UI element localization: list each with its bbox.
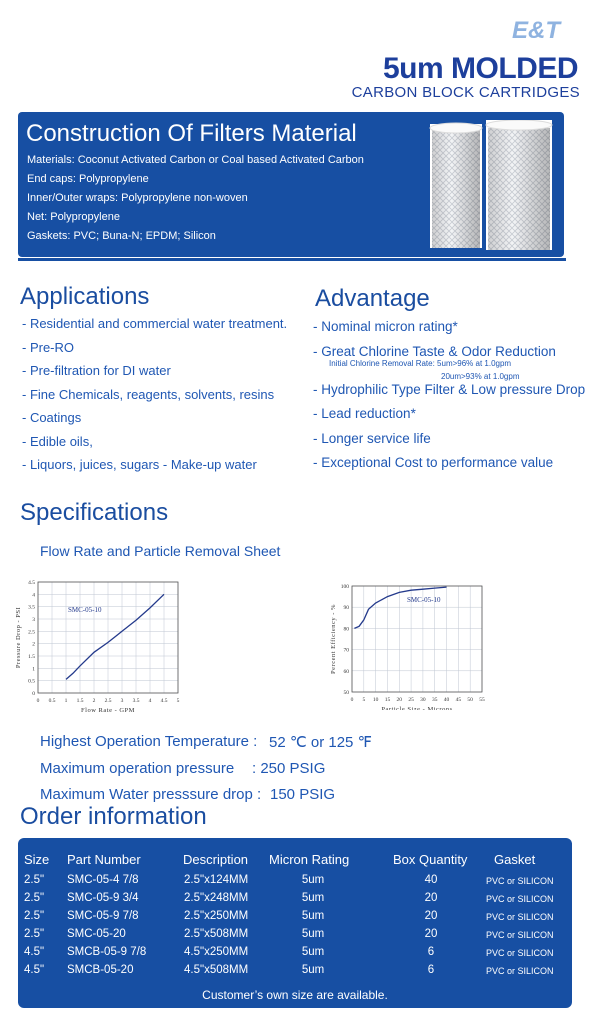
x-tick-label: 20	[396, 697, 403, 703]
y-tick-label: 90	[343, 605, 349, 612]
table-cell: PVC or SILICON	[486, 930, 554, 940]
product-title: 5um MOLDED	[382, 52, 578, 85]
x-tick-label: 0	[36, 698, 40, 704]
table-cell: 6	[427, 964, 435, 976]
sheet-title: Flow Rate and Particle Removal Sheet	[40, 543, 281, 559]
column-header: Box Quantity	[393, 852, 468, 867]
construction-title: Construction Of Filters Material	[26, 120, 357, 147]
series-label: SMC-05-10	[407, 596, 441, 604]
x-tick-label: 1.5	[76, 698, 84, 704]
table-cell: 4.5"	[24, 946, 45, 958]
table-cell: PVC or SILICON	[486, 912, 554, 922]
pressure-label: Maximum operation pressure	[40, 760, 235, 777]
table-cell: 20	[424, 928, 438, 940]
construction-item: End caps: Polypropylene	[27, 173, 149, 185]
x-tick-label: 15	[384, 697, 391, 703]
list-item: - Pre-filtration for DI water	[22, 363, 171, 378]
list-item: - Liquors, juices, sugars - Make-up water	[22, 457, 257, 472]
x-axis-label: Flow Rate - GPM	[81, 707, 135, 714]
construction-panel	[18, 112, 564, 257]
specifications-title: Specifications	[20, 499, 169, 526]
y-tick-label: 3	[32, 617, 35, 623]
x-tick-label: 55	[479, 697, 485, 703]
table-cell: PVC or SILICON	[486, 948, 554, 958]
list-item: - Residential and commercial water treatment.	[22, 316, 288, 331]
table-cell: 5um	[301, 874, 325, 886]
chlorine-note: 20um>93% at 1.0gpm	[441, 372, 520, 381]
applications-title: Applications	[20, 283, 150, 310]
y-tick-label: 4.5	[28, 580, 35, 586]
x-tick-label: 5	[176, 698, 180, 704]
column-header: Size	[24, 852, 50, 867]
order-note: Customer’s own size are available.	[202, 988, 388, 1002]
cartridge-image	[410, 120, 560, 250]
x-tick-label: 5	[362, 697, 366, 703]
table-cell: SMC-05-9 7/8	[67, 910, 139, 922]
y-tick-label: 100	[340, 584, 349, 590]
list-item: - Edible oils,	[22, 434, 93, 449]
table-cell: 40	[424, 874, 438, 886]
table-cell: 2.5"	[24, 874, 45, 886]
x-tick-label: 35	[431, 697, 438, 703]
table-cell: 2.5"x250MM	[184, 910, 249, 922]
x-tick-label: 1	[64, 698, 68, 704]
chlorine-note: Initial Chlorine Removal Rate: 5um>96% at 1.0gpm	[329, 359, 512, 368]
y-tick-label: 2	[32, 641, 35, 648]
drop-value: 150 PSIG	[270, 786, 336, 803]
divider	[18, 258, 566, 261]
y-axis-label: Pressure Drop - PSI	[15, 606, 22, 669]
table-cell: SMC-05-20	[67, 928, 126, 940]
series-label: SMC-05-10	[68, 606, 102, 614]
table-cell: 6	[427, 946, 435, 958]
table-cell: 5um	[301, 910, 325, 922]
table-cell: SMCB-05-20	[67, 964, 134, 976]
table-cell: 5um	[301, 946, 325, 958]
table-cell: 2.5"x508MM	[184, 928, 249, 940]
list-item: - Coatings	[22, 410, 82, 425]
table-cell: 5um	[301, 928, 325, 940]
x-tick-label: 50	[467, 697, 473, 703]
drop-label: Maximum Water presssure drop :	[40, 786, 262, 803]
column-header: Part Number	[67, 852, 141, 867]
pressure-value: : 250 PSIG	[252, 760, 326, 777]
list-item: - Great Chlorine Taste & Odor Reduction	[313, 344, 556, 359]
table-cell: 2.5"	[24, 910, 45, 922]
x-tick-label: 2.5	[104, 698, 112, 704]
table-cell: 5um	[301, 892, 325, 904]
list-item: - Pre-RO	[22, 340, 74, 355]
list-item: - Exceptional Cost to performance value	[313, 455, 554, 470]
table-cell: SMCB-05-9 7/8	[67, 946, 147, 958]
x-tick-label: 4.5	[160, 698, 168, 704]
x-tick-label: 4	[148, 698, 152, 704]
x-tick-label: 3	[120, 698, 124, 704]
y-tick-label: 4	[32, 592, 35, 599]
table-cell: SMC-05-4 7/8	[67, 874, 139, 886]
x-tick-label: 0	[350, 697, 354, 703]
list-item: - Hydrophilic Type Filter & Low pressure Drop	[313, 382, 586, 397]
table-cell: 4.5"	[24, 964, 45, 976]
table-cell: 2.5"x124MM	[184, 874, 249, 886]
construction-item: Gaskets: PVC; Buna-N; EPDM; Silicon	[27, 230, 216, 242]
x-tick-label: 45	[455, 697, 462, 703]
table-cell: 4.5"x250MM	[184, 946, 249, 958]
y-axis-label: Percent Efficiency - %	[330, 604, 337, 674]
x-tick-label: 0.5	[48, 698, 56, 704]
y-tick-label: 2.5	[28, 629, 35, 636]
list-item: - Nominal micron rating*	[313, 319, 458, 334]
series-line	[354, 587, 446, 628]
y-tick-label: 1	[32, 666, 35, 673]
table-cell: 20	[424, 892, 438, 904]
x-tick-label: 40	[443, 697, 450, 703]
temp-label: Highest Operation Temperature :	[40, 733, 258, 750]
y-tick-label: 60	[343, 668, 349, 675]
column-header: Description	[183, 852, 249, 867]
table-cell: SMC-05-9 3/4	[67, 892, 139, 904]
product-subtitle: CARBON BLOCK CARTRIDGES	[351, 84, 580, 101]
x-tick-label: 3.5	[132, 698, 140, 704]
y-tick-label: 70	[343, 647, 349, 654]
column-header: Gasket	[494, 852, 536, 867]
efficiency-chart	[325, 580, 505, 710]
brand-logo	[510, 14, 566, 44]
construction-item: Inner/Outer wraps: Polypropylene non-woven	[27, 192, 248, 204]
temp-value: 52 ℃ or 125 ℉	[269, 734, 372, 751]
table-cell: PVC or SILICON	[486, 876, 554, 886]
table-cell: PVC or SILICON	[486, 966, 554, 976]
svg-text:E&T: E&T	[512, 17, 560, 44]
construction-item: Materials: Coconut Activated Carbon or Coal based Activated Carbon	[27, 154, 364, 166]
list-item: - Longer service life	[313, 431, 431, 446]
x-tick-label: 30	[420, 697, 426, 703]
construction-item: Net: Polypropylene	[27, 211, 120, 223]
advantage-title: Advantage	[315, 285, 430, 312]
list-item: - Fine Chemicals, reagents, solvents, resins	[22, 387, 275, 402]
x-tick-label: 2	[92, 698, 96, 704]
y-tick-label: 50	[343, 690, 349, 696]
y-tick-label: 1.5	[28, 654, 35, 660]
list-item: - Lead reduction*	[313, 406, 416, 421]
x-axis-label: Particle Size - Microns	[381, 706, 453, 710]
table-cell: 2.5"x248MM	[184, 892, 249, 904]
table-cell: 5um	[301, 964, 325, 976]
column-header: Micron Rating	[269, 852, 350, 867]
table-cell: PVC or SILICON	[486, 894, 554, 904]
table-cell: 20	[424, 910, 438, 922]
x-tick-label: 10	[372, 697, 379, 703]
x-tick-label: 25	[408, 697, 414, 703]
y-tick-label: 0	[32, 691, 35, 697]
table-cell: 2.5"	[24, 928, 45, 940]
order-table	[18, 838, 572, 1008]
pressure-drop-chart	[10, 575, 190, 720]
table-cell: 2.5"	[24, 892, 45, 904]
y-tick-label: 3.5	[28, 604, 35, 611]
order-title: Order information	[20, 803, 207, 830]
y-tick-label: 80	[343, 626, 349, 633]
y-tick-label: 0.5	[28, 678, 35, 685]
table-cell: 4.5"x508MM	[184, 964, 249, 976]
